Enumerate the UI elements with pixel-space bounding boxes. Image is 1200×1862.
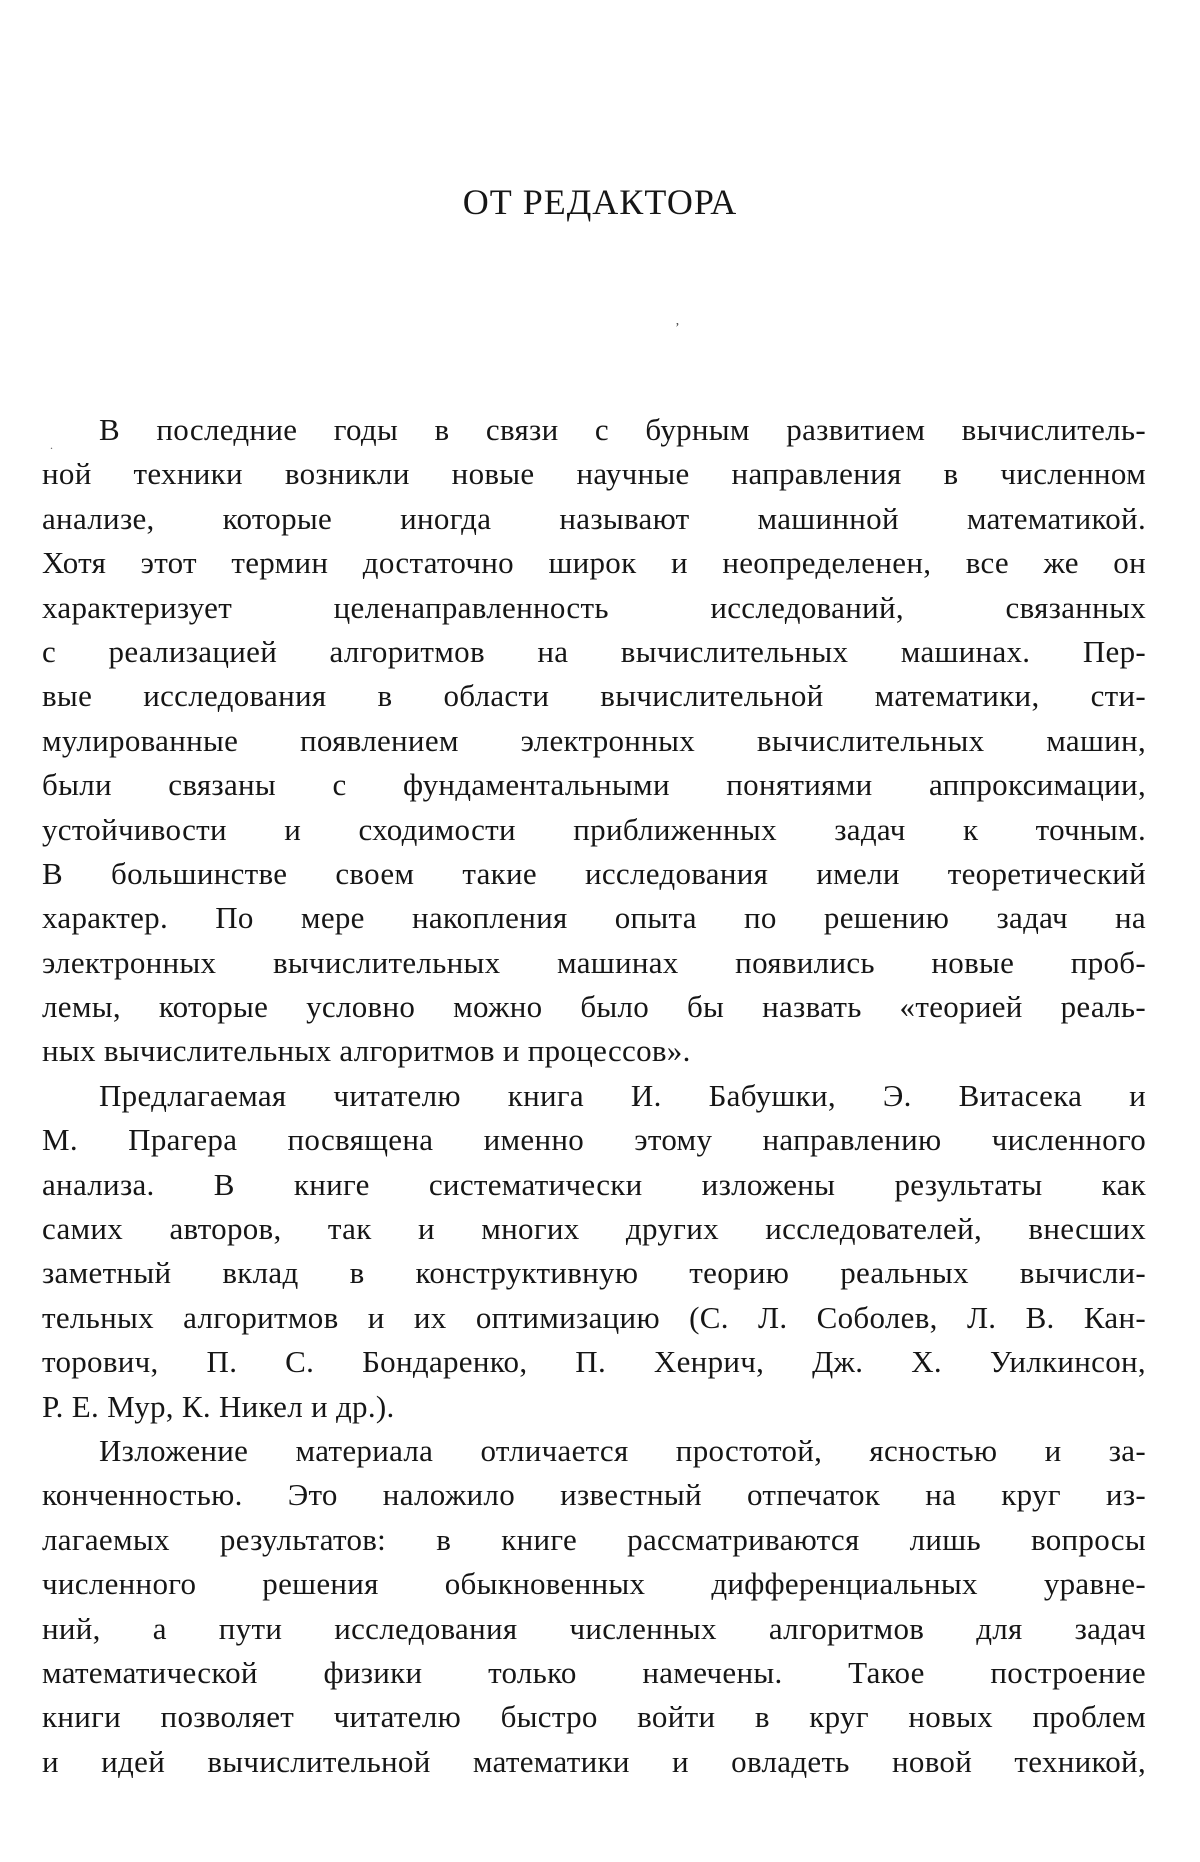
text-line: математической физики только намечены. Такое построение <box>42 1654 1146 1690</box>
text-line: Хотя этот термин достаточно широк и неопределенен, все же он <box>42 545 1146 581</box>
text-line: тельных алгоритмов и их оптимизацию (С. Л. Соболев, Л. В. Кан- <box>42 1299 1146 1335</box>
text-line: торович, П. С. Бондаренко, П. Хенрич, Дж. Х. Уилкинсон, <box>42 1344 1146 1380</box>
text-line: книги позволяет читателю быстро войти в круг новых проблем <box>42 1699 1146 1735</box>
text-line: ных вычислительных алгоритмов и процессов». <box>42 1033 691 1069</box>
scan-speck: ʼ <box>675 321 680 336</box>
paragraph-3 <box>42 1429 1146 1784</box>
text-line: устойчивости и сходимости приближенных задач к точным. <box>42 811 1146 847</box>
text-line: В большинстве своем такие исследования имели теоретический <box>42 855 1146 891</box>
text-line: лемы, которые условно можно было бы назвать «теорией реаль- <box>42 989 1146 1025</box>
text-line: электронных вычислительных машинах появились новые проб- <box>42 944 1146 980</box>
text-line: характеризует целенаправленность исследований, связанных <box>42 589 1146 625</box>
paragraph-1 <box>42 408 1146 1074</box>
text-line: лагаемых результатов: в книге рассматриваются лишь вопросы <box>42 1521 1146 1557</box>
text-line: анализе, которые иногда называют машинной математикой. <box>42 500 1146 536</box>
text-line: Изложение материала отличается простотой, ясностью и за- <box>99 1432 1146 1468</box>
text-line: ний, а пути исследования численных алгоритмов для задач <box>42 1610 1146 1646</box>
text-line: ной техники возникли новые научные направления в численном <box>42 456 1146 492</box>
body-text <box>42 408 1146 1784</box>
text-line: В последние годы в связи с бурным развитием вычислитель- <box>99 412 1146 447</box>
text-line: характер. По мере накопления опыта по решению задач на <box>42 900 1146 936</box>
text-line: и идей вычислительной математики и овладеть новой техникой, <box>42 1743 1146 1779</box>
text-line: Р. Е. Мур, К. Никел и др.). <box>42 1388 395 1424</box>
scan-speck-left: . <box>50 438 53 452</box>
text-line: были связаны с фундаментальными понятиями аппроксимации, <box>42 767 1146 803</box>
text-line: анализа. В книге систематически изложены результаты как <box>42 1166 1146 1202</box>
text-line: М. Прагера посвящена именно этому направлению численного <box>42 1122 1146 1158</box>
text-line: самих авторов, так и многих других исследователей, внесших <box>42 1211 1146 1247</box>
text-line: Предлагаемая читателю книга И. Бабушки, Э. Витасека и <box>99 1077 1146 1113</box>
text-line: с реализацией алгоритмов на вычислительных машинах. Пер- <box>42 633 1146 669</box>
text-line: мулированные появлением электронных вычислительных машин, <box>42 722 1146 758</box>
text-line: заметный вклад в конструктивную теорию реальных вычисли- <box>42 1255 1146 1291</box>
text-line: вые исследования в области вычислительной математики, сти- <box>42 678 1146 714</box>
page-title: ОТ РЕДАКТОРА <box>462 182 738 222</box>
paragraph-2 <box>42 1074 1146 1429</box>
text-line: численного решения обыкновенных дифференциальных уравне- <box>42 1566 1146 1602</box>
text-line: конченностью. Это наложило известный отпечаток на круг из- <box>42 1477 1146 1513</box>
